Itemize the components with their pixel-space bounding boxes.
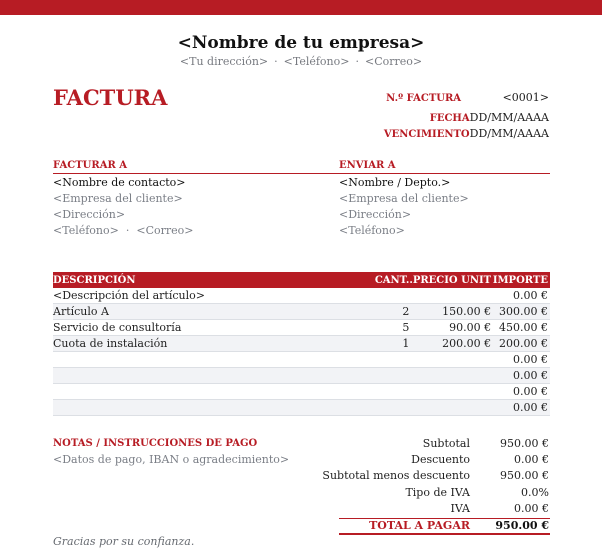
header-unit-price: PRECIO UNIT. [409, 272, 491, 288]
invoice-due-label: VENCIMIENTO [383, 129, 470, 140]
row-qty: 5 [330, 320, 410, 336]
grand-total-value: 950.00 € [495, 519, 549, 532]
bill-to-title: FACTURAR A [53, 160, 128, 171]
subtotal-value: 950.00 € [500, 437, 549, 450]
row-description [53, 384, 330, 400]
company-email: <Correo> [364, 55, 423, 68]
row-description: Artículo A [53, 304, 330, 320]
row-amount: 0.00 € [491, 400, 550, 416]
ship-to-phone: <Teléfono> [339, 224, 405, 237]
row-amount: 0.00 € [491, 368, 550, 384]
tax-rate-label: Tipo de IVA [405, 486, 470, 499]
discount-value: 0.00 € [514, 453, 549, 466]
company-name: <Nombre de tu empresa> [177, 33, 425, 53]
row-unit-price: 200.00 € [409, 336, 491, 352]
after-discount-label-clip [322, 469, 470, 482]
row-description [53, 400, 330, 416]
table-row [53, 304, 550, 320]
row-description: Cuota de instalación [53, 336, 330, 352]
invoice-number-row [386, 91, 549, 104]
header-qty: CANT. [330, 272, 410, 288]
header-description: DESCRIPCIÓN [53, 272, 330, 288]
after-discount-label: Subtotal menos descuento [322, 469, 470, 482]
company-contact-line [0, 55, 602, 68]
line-items-table [53, 272, 550, 416]
bill-to-address: <Dirección> [53, 208, 126, 221]
bill-to-company: <Empresa del cliente> [53, 192, 183, 205]
table-row [53, 384, 550, 400]
ship-to-block [339, 175, 469, 239]
ship-to-address: <Dirección> [339, 208, 412, 221]
row-unit-price [409, 352, 491, 368]
grand-total-bottom-rule [339, 533, 550, 535]
invoice-date-label: FECHA [429, 113, 470, 124]
row-description: Servicio de consultoría [53, 320, 330, 336]
separator-dot: · [125, 224, 130, 237]
ship-to-title: ENVIAR A [339, 160, 396, 171]
notes-text: <Datos de pago, IBAN o agradecimiento> [53, 453, 290, 466]
grand-total-label: TOTAL A PAGAR [369, 519, 470, 532]
row-qty: 2 [330, 304, 410, 320]
table-row [53, 368, 550, 384]
invoice-date-value: DD/MM/AAAA [469, 111, 549, 124]
row-description [53, 352, 330, 368]
notes-title: NOTAS / INSTRUCCIONES DE PAGO [53, 438, 258, 449]
row-qty [330, 288, 410, 304]
table-row [53, 336, 550, 352]
table-row [53, 352, 550, 368]
bill-to-contact: <Nombre de contacto> [53, 176, 186, 189]
row-unit-price: 90.00 € [409, 320, 491, 336]
header-amount: IMPORTE [491, 272, 550, 288]
row-unit-price [409, 288, 491, 304]
table-row [53, 320, 550, 336]
row-qty [330, 368, 410, 384]
row-qty: 1 [330, 336, 410, 352]
company-phone: <Teléfono> [283, 55, 350, 68]
table-row [53, 288, 550, 304]
tax-rate-value: 0.0% [521, 486, 549, 499]
invoice-date-row [430, 111, 549, 124]
invoice-due-value: DD/MM/AAAA [469, 127, 549, 140]
row-unit-price [409, 368, 491, 384]
row-unit-price: 150.00 € [409, 304, 491, 320]
subtotal-label: Subtotal [422, 437, 470, 450]
row-unit-price [409, 384, 491, 400]
document-title: FACTURA [53, 85, 168, 110]
bill-to-phone-email [53, 223, 193, 239]
table-header-row [53, 272, 550, 288]
row-description: <Descripción del artículo> [53, 288, 330, 304]
discount-label: Descuento [411, 453, 470, 466]
section-divider [53, 173, 550, 174]
separator-dot: · [274, 55, 278, 68]
row-qty [330, 400, 410, 416]
after-discount-value: 950.00 € [500, 469, 549, 482]
bill-to-block [53, 175, 193, 239]
separator-dot: · [355, 55, 359, 68]
bill-to-phone: <Teléfono> [53, 224, 119, 237]
tax-value: 0.00 € [514, 502, 549, 515]
table-row [53, 400, 550, 416]
invoice-due-row [384, 127, 549, 140]
tax-label: IVA [450, 502, 470, 515]
bill-to-email: <Correo> [136, 224, 194, 237]
row-amount: 300.00 € [491, 304, 550, 320]
ship-to-name: <Nombre / Depto.> [339, 176, 451, 189]
row-amount: 0.00 € [491, 384, 550, 400]
ship-to-company: <Empresa del cliente> [339, 192, 469, 205]
row-qty [330, 384, 410, 400]
thank-you-note: Gracias por su confianza. [53, 535, 195, 548]
row-qty [330, 352, 410, 368]
row-amount: 0.00 € [491, 288, 550, 304]
row-unit-price [409, 400, 491, 416]
company-address: <Tu dirección> [179, 55, 269, 68]
row-description [53, 368, 330, 384]
row-amount: 0.00 € [491, 352, 550, 368]
invoice-number-label: N.º FACTURA [386, 93, 462, 104]
row-amount: 200.00 € [491, 336, 550, 352]
row-amount: 450.00 € [491, 320, 550, 336]
top-accent-bar [0, 0, 602, 15]
invoice-number-value: <0001> [502, 91, 549, 104]
